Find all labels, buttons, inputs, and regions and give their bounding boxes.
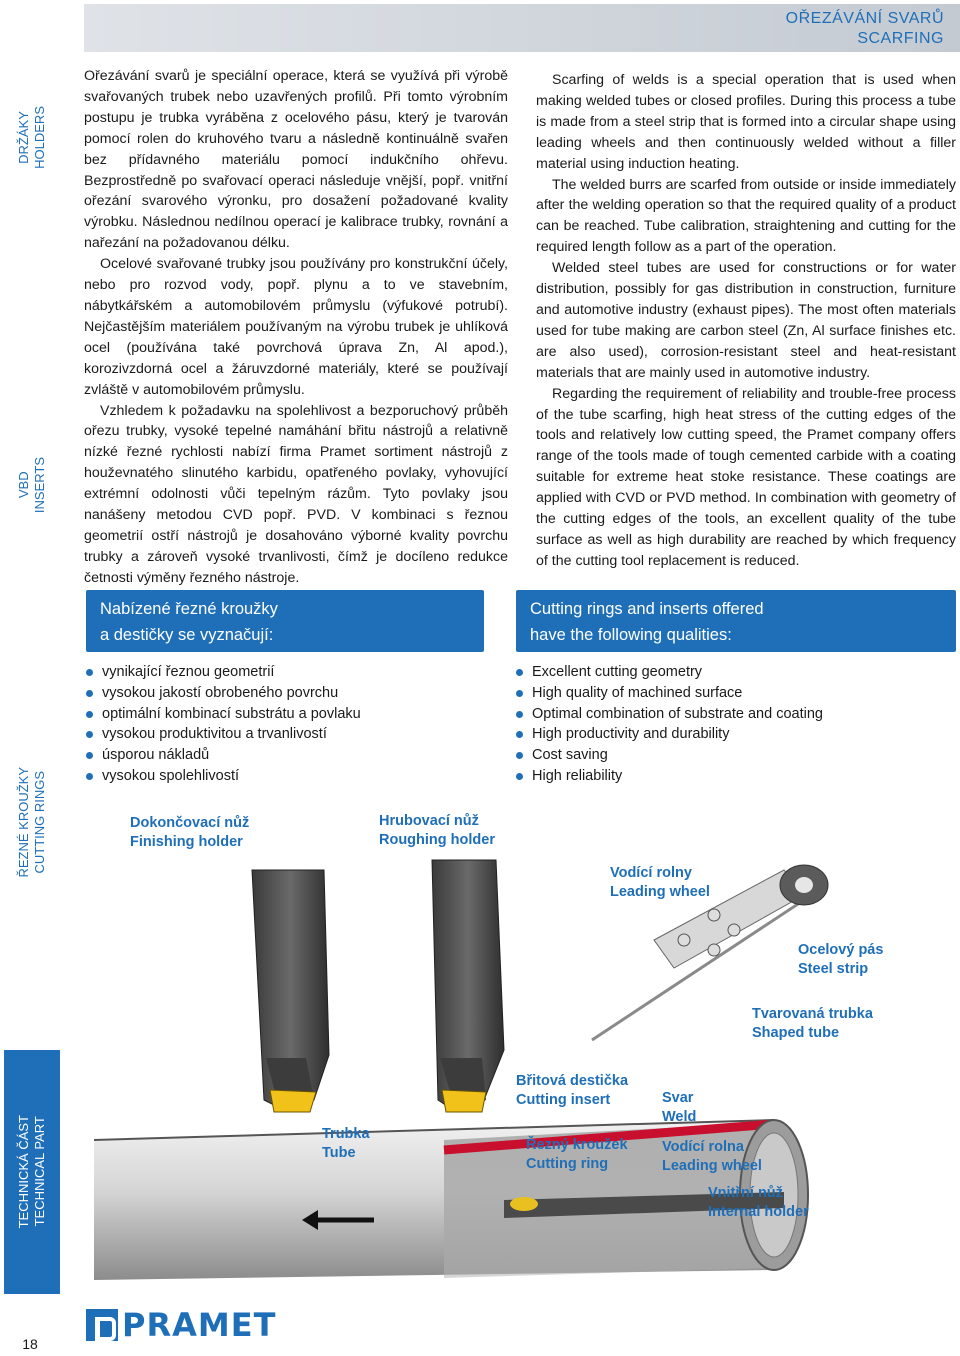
label-leading-wheel-bottom-en: Leading wheel	[662, 1157, 762, 1174]
header-title-cz: OŘEZÁVÁNÍ SVARŮ	[785, 10, 944, 27]
label-cutting-ring-cz: Řezný kroužek	[526, 1137, 628, 1153]
list-item: High reliability	[516, 766, 823, 787]
cz-paragraph-3: Vzhledem k požadavku na spolehlivost a bezporuchový průběh ořezu trubky, vysoké tepelné namáhání břitu nástrojů a relativně nízké řezné rychlosti nabízí firma Pramet sortiment nástrojů z houževnatého slinutého karbidu, opatřeného povlaky, vyhovující extrémní odolnosti vůči tepelným rázům. Tyto povlaky jsou nanášeny metodou CVD popř. PVD. V kombinaci s řeznou geometrií ostří nástrojů je dosahováno výborné kvality povrchu trubky a zároveň vysoké trvanlivosti, čímž je docíleno redukce četnosti výměny řezného nástroje.	[84, 402, 508, 586]
list-item: High quality of machined surface	[516, 683, 823, 704]
label-cutting-insert	[516, 1072, 628, 1109]
tab-inserts-en: INSERTS	[32, 456, 47, 514]
label-cutting-ring	[526, 1136, 628, 1173]
cz-paragraph-1: Ořezávání svarů je speciální operace, která se využívá při výrobě svařovaných trubek nebo uzavřených profilů. Při tomto výrobním postupu je trubka vyráběna z ocelového pásu, který je tvarován pomocí rolen do kruhového tvaru a následně kontinuálně svařen bez přídavného materiálu pomocí indukčního ohřevu. Bezprostředně po svařovací operaci následuje vnější, popř. vnitřní ořezání svarového výronku, pro dosažení požadované kvality výrobku. Následnou nedílnou operací je kalibrace trubky, rovnání a nařezání na požadovanou délku.	[84, 68, 508, 252]
label-internal-holder-cz: Vnitřní nůž	[708, 1185, 783, 1201]
pramet-logo-mark-icon	[86, 1309, 118, 1341]
scarfing-illustration	[84, 800, 960, 1280]
label-steel-strip-cz: Ocelový pás	[798, 942, 884, 958]
finishing-holder-shape	[252, 870, 329, 1112]
list-item: vysokou jakostí obrobeného povrchu	[86, 683, 361, 704]
qualities-heading-en	[516, 590, 956, 652]
label-weld	[662, 1089, 696, 1126]
side-navigation	[0, 0, 60, 1356]
tab-cutting-rings-cz: ŘEZNÉ KROUŽKY	[16, 767, 31, 878]
qualities-heading-cz-line2: a destičky se vyznačují:	[100, 626, 274, 644]
cz-paragraph-2: Ocelové svařované trubky jsou používány pro konstrukční účely, nebo pro rozvod vody, popř. plynu a to ve stavebním, nábytkářském a automobilovém průmyslu (výfukové potrubí). Nejčastějším materiálem používaným na výrobu trubek je uhlíková ocel (používána také povrchová úprava Zn, Al apod.), korozivzdorná ocel a žáruvzdorné materiály, které se používají zvláště v automobilovém průmyslu.	[84, 256, 508, 398]
list-item: Cost saving	[516, 745, 823, 766]
tab-cutting-rings[interactable]	[4, 735, 60, 910]
en-paragraph-4: Regarding the requirement of reliability and trouble-free process of the tube scarfing, high heat stress of the cutting edges of the tools and relatively low cutting speed, the Pramet company offers range of the tools made of tough cemented carbide with a coating suitable for extreme heat stoke resistance. These coatings are applied with CVD or PVD method. In combination with geometry of the cutting edges of the tools, an excellent quality of the tube surface as well as high durability are reached by which frequency of the cutting tool replacement is reduced.	[536, 385, 956, 569]
header-title-en: SCARFING	[857, 30, 944, 47]
tab-technical-part-cz: TECHNICKÁ ČÁST	[16, 1115, 31, 1229]
tab-holders-en: HOLDERS	[32, 106, 47, 169]
tab-cutting-rings-en: CUTTING RINGS	[32, 771, 47, 874]
label-cutting-ring-en: Cutting ring	[526, 1155, 609, 1172]
qualities-heading-cz	[86, 590, 484, 652]
label-shaped-tube	[752, 1005, 873, 1042]
label-roughing-holder-cz: Hrubovací nůž	[379, 813, 479, 829]
qualities-heading-en-line1: Cutting rings and inserts offered	[530, 600, 764, 618]
label-internal-holder-en: Internal holder	[708, 1203, 809, 1220]
label-leading-wheel-top-en: Leading wheel	[610, 883, 710, 900]
label-tube-en: Tube	[322, 1144, 356, 1161]
list-item: vynikající řeznou geometrií	[86, 662, 361, 683]
label-cutting-insert-cz: Břitová destička	[516, 1073, 629, 1089]
page-number: 18	[22, 1336, 38, 1352]
label-leading-wheel-top	[610, 864, 710, 901]
qualities-list-cz	[86, 662, 361, 787]
label-tube	[322, 1125, 370, 1162]
roughing-holder-shape	[432, 860, 504, 1112]
tab-technical-part-en: TECHNICAL PART	[32, 1116, 47, 1228]
label-steel-strip-en: Steel strip	[798, 960, 869, 977]
qualities-list-en	[516, 662, 823, 787]
tab-holders-cz: DRŽÁKY	[16, 111, 31, 164]
qualities-heading-en-line2: have the following qualities:	[530, 626, 732, 644]
qualities-heading-cz-line1: Nabízené řezné kroužky	[100, 600, 278, 618]
label-roughing-holder-en: Roughing holder	[379, 831, 495, 848]
tab-technical-part[interactable]	[4, 1050, 60, 1294]
list-item: úsporou nákladů	[86, 745, 361, 766]
label-roughing-holder	[379, 812, 495, 849]
label-finishing-holder-cz: Dokončovací nůž	[130, 815, 250, 831]
english-text-column	[536, 70, 956, 572]
label-leading-wheel-top-cz: Vodící rolny	[610, 865, 692, 881]
label-tube-cz: Trubka	[322, 1126, 370, 1142]
list-item: High productivity and durability	[516, 724, 823, 745]
label-internal-holder	[708, 1184, 809, 1221]
en-paragraph-2: The welded burrs are scarfed from outside or inside immediately after the welding operation so that the required quality of a product can be reached. Tube calibration, straightening and cutting for the required length follow as a part of the operation.	[536, 176, 956, 256]
label-weld-en: Weld	[662, 1108, 697, 1125]
cutting-ring-shape	[510, 1197, 538, 1211]
label-shaped-tube-en: Shaped tube	[752, 1024, 840, 1041]
label-cutting-insert-en: Cutting insert	[516, 1091, 611, 1108]
list-item: Excellent cutting geometry	[516, 662, 823, 683]
list-item: optimální kombinací substrátu a povlaku	[86, 704, 361, 725]
list-item: vysokou produktivitou a trvanlivostí	[86, 724, 361, 745]
label-finishing-holder	[130, 814, 249, 851]
label-leading-wheel-bottom-cz: Vodící rolna	[662, 1139, 744, 1155]
tab-inserts-cz: VBD	[16, 471, 31, 499]
list-item: vysokou spolehlivostí	[86, 766, 361, 787]
en-paragraph-3: Welded steel tubes are used for constructions or for water distribution, possibly for gas distribution in construction, furniture and automotive industry (exhaust pipes). The most often materials used for tube making are carbon steel (Zn, Al surface finishes etc. are also used), corrosion-resistant steel and heat-resistant materials that are mainly used in automotive industry.	[536, 260, 956, 381]
tab-inserts[interactable]	[4, 405, 60, 565]
pramet-logo	[86, 1307, 276, 1343]
pramet-logo-text: PRAMET	[122, 1306, 277, 1344]
list-item: Optimal combination of substrate and coating	[516, 704, 823, 725]
label-steel-strip	[798, 941, 883, 978]
tab-holders[interactable]	[4, 60, 60, 215]
label-finishing-holder-en: Finishing holder	[130, 833, 243, 850]
label-weld-cz: Svar	[662, 1090, 694, 1106]
en-paragraph-1: Scarfing of welds is a special operation that is used when making welded tubes or closed profiles. During this process a tube is made from a steel strip that is formed into a circular shape using leading wheels and then continuously welded without a filler material using induction heating.	[536, 72, 956, 172]
label-shaped-tube-cz: Tvarovaná trubka	[752, 1006, 873, 1022]
czech-text-column	[84, 66, 508, 589]
page-header	[84, 4, 960, 52]
label-leading-wheel-bottom	[662, 1138, 762, 1175]
